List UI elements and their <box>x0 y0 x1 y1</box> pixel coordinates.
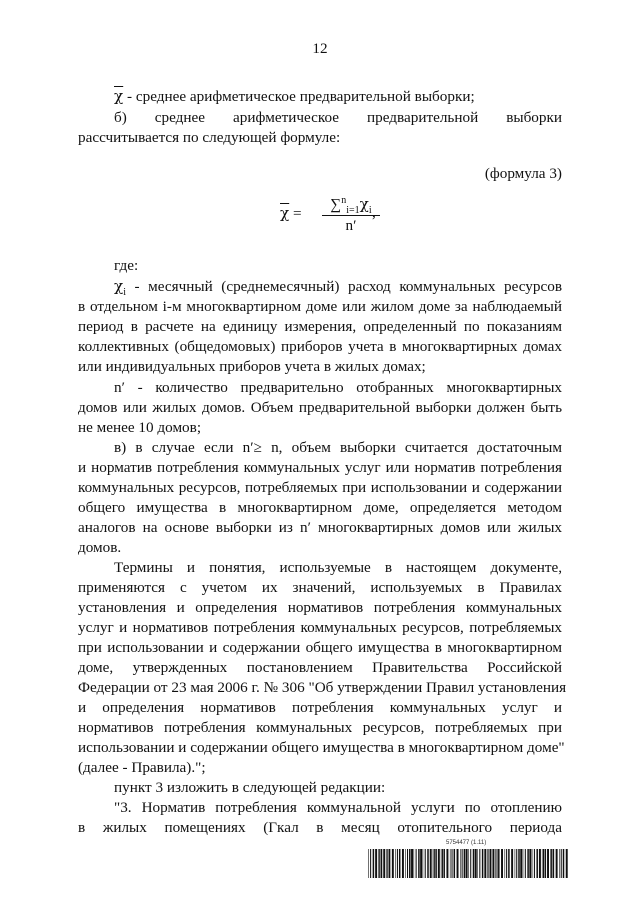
formula-3 <box>280 194 380 244</box>
line-16: общего имущества в многоквартирном доме, определяется методом <box>78 499 562 516</box>
formula-lhs: $\overline{\chi}$ = <box>280 204 302 222</box>
line-item-b: б) среднее арифметическое предварительной выборки <box>114 109 562 126</box>
line-chi-definition: $\overline{\chi}$ - среднее арифметическое предварительной выборки; <box>114 87 475 105</box>
formula-numerator: $\sum^n_{i=1}\chi_i$ <box>322 194 380 216</box>
line-31: "3. Норматив потребления коммунальной услуги по отоплению <box>114 799 562 816</box>
line-8: коллективных (общедомовых) приборов учета в многоквартирных домах <box>78 338 562 355</box>
formula-label: (формула 3) <box>484 165 562 182</box>
page-number: 12 <box>312 40 328 57</box>
line-6: в отдельном i-м многоквартирном доме или жилом доме за наблюдаемый <box>78 298 562 315</box>
formula-comma: , <box>372 204 376 221</box>
barcode-image <box>368 849 568 878</box>
line-26: и определения нормативов потребления коммунальных услуг и <box>78 699 562 716</box>
line-18: домов. <box>78 539 122 556</box>
line-terms: Термины и понятия, используемые в настоящем документе, <box>114 559 562 576</box>
line-32: в жилых помещениях (Гкал в месяц отопительного периода <box>78 819 562 836</box>
line-item-c: в) в случае если n′≥ n, объем выборки считается достаточным <box>114 439 562 456</box>
line-n-prime-definition: n′ - количество предварительно отобранных многоквартирных <box>114 379 562 396</box>
line-20: применяются с учетом их значений, используемых в Правилах <box>78 579 562 596</box>
line-21: установления и определения нормативов потребления коммунальных <box>78 599 562 616</box>
line-item-b-cont: рассчитывается по следующей формуле: <box>78 129 341 146</box>
line-chi-i-definition: $\chi_i$ - месячный (среднемесячный) расход коммунальных ресурсов <box>114 277 562 299</box>
line-29: (далее - Правила)."; <box>78 759 206 776</box>
line-25: Федерации от 23 мая 2006 г. № 306 "Об утверждении Правил установления <box>78 679 567 696</box>
line-28: использовании и содержании общего имущества в многоквартирном доме" <box>78 739 565 756</box>
line-22: услуг и нормативов потребления коммунальных ресурсов, потребляемых <box>78 619 562 636</box>
line-point-3: пункт 3 изложить в следующей редакции: <box>114 779 386 796</box>
line-15: коммунальных ресурсов, потребляемых при использовании и содержании <box>78 479 562 496</box>
document-stamp: 5754477 (1.11) <box>446 840 487 846</box>
line-14: и норматив потребления коммунальных услуг или норматив потребления <box>78 459 562 476</box>
formula-denominator: n′ <box>345 217 357 234</box>
line-9: или индивидуальных приборов учета в жилых домах; <box>78 358 426 375</box>
line-24: доме, утвержденных постановлением Правительства Российской <box>78 659 562 676</box>
line-23: при использовании и содержании общего имущества в многоквартирном <box>78 639 562 656</box>
line-27: нормативов потребления коммунальных ресурсов, потребляемых при <box>78 719 562 736</box>
line-7: период в расчете на единицу измерения, определенный по показаниям <box>78 318 562 335</box>
chi-i-symbol: χ <box>114 277 124 295</box>
line-where: где: <box>114 257 139 274</box>
line-11: домов или жилых домов. Объем предварительной выборки должен быть <box>78 399 562 416</box>
line-12: не менее 10 домов; <box>78 419 202 436</box>
line-17: аналогов на основе выборки из n′ многоквартирных домов или жилых <box>78 519 562 536</box>
chi-bar-symbol: $\overline{\chi}$ <box>114 87 124 105</box>
